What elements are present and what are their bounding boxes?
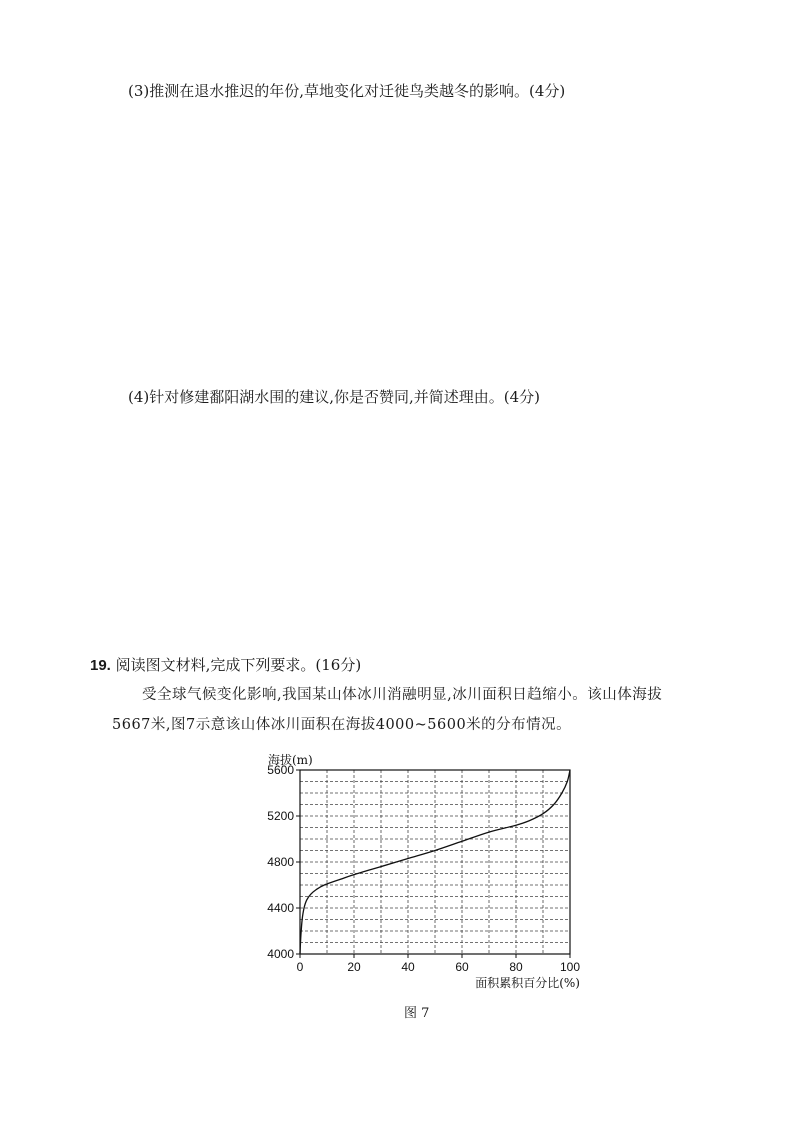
- question-19: [90, 654, 361, 675]
- y-tick-label: 4800: [267, 855, 294, 869]
- x-tick-label: 80: [509, 960, 523, 974]
- glacier-area-chart: [250, 748, 590, 993]
- material-paragraph: 受全球气候变化影响,我国某山体冰川消融明显,冰川面积日趋缩小。该山体海拔5667米,图7示意该山体冰川面积在海拔4000~5600米的分布情况。: [112, 687, 663, 733]
- x-tick-label: 20: [347, 960, 361, 974]
- x-tick-label: 40: [401, 960, 415, 974]
- y-tick-label: 4000: [267, 947, 294, 961]
- figure-caption: 图 7: [404, 1006, 430, 1021]
- y-tick-label: 5200: [267, 809, 294, 823]
- x-tick-label: 100: [559, 960, 581, 974]
- question-3: (3)推测在退水推迟的年份,草地变化对迁徙鸟类越冬的影响。(4分): [128, 82, 566, 100]
- question-19-number: 19.: [90, 657, 111, 674]
- y-tick-label: 5600: [267, 763, 294, 777]
- question-19-text: 阅读图文材料,完成下列要求。(16分): [115, 656, 362, 674]
- x-tick-label: 60: [455, 960, 469, 974]
- y-tick-label: 4400: [267, 901, 294, 915]
- y-axis-label: 海拔(m): [268, 753, 313, 767]
- x-axis-label: 面积累积百分比(%): [475, 976, 580, 990]
- x-tick-label: 0: [296, 960, 304, 974]
- question-4: (4)针对修建鄱阳湖水围的建议,你是否赞同,并简述理由。(4分): [128, 388, 541, 406]
